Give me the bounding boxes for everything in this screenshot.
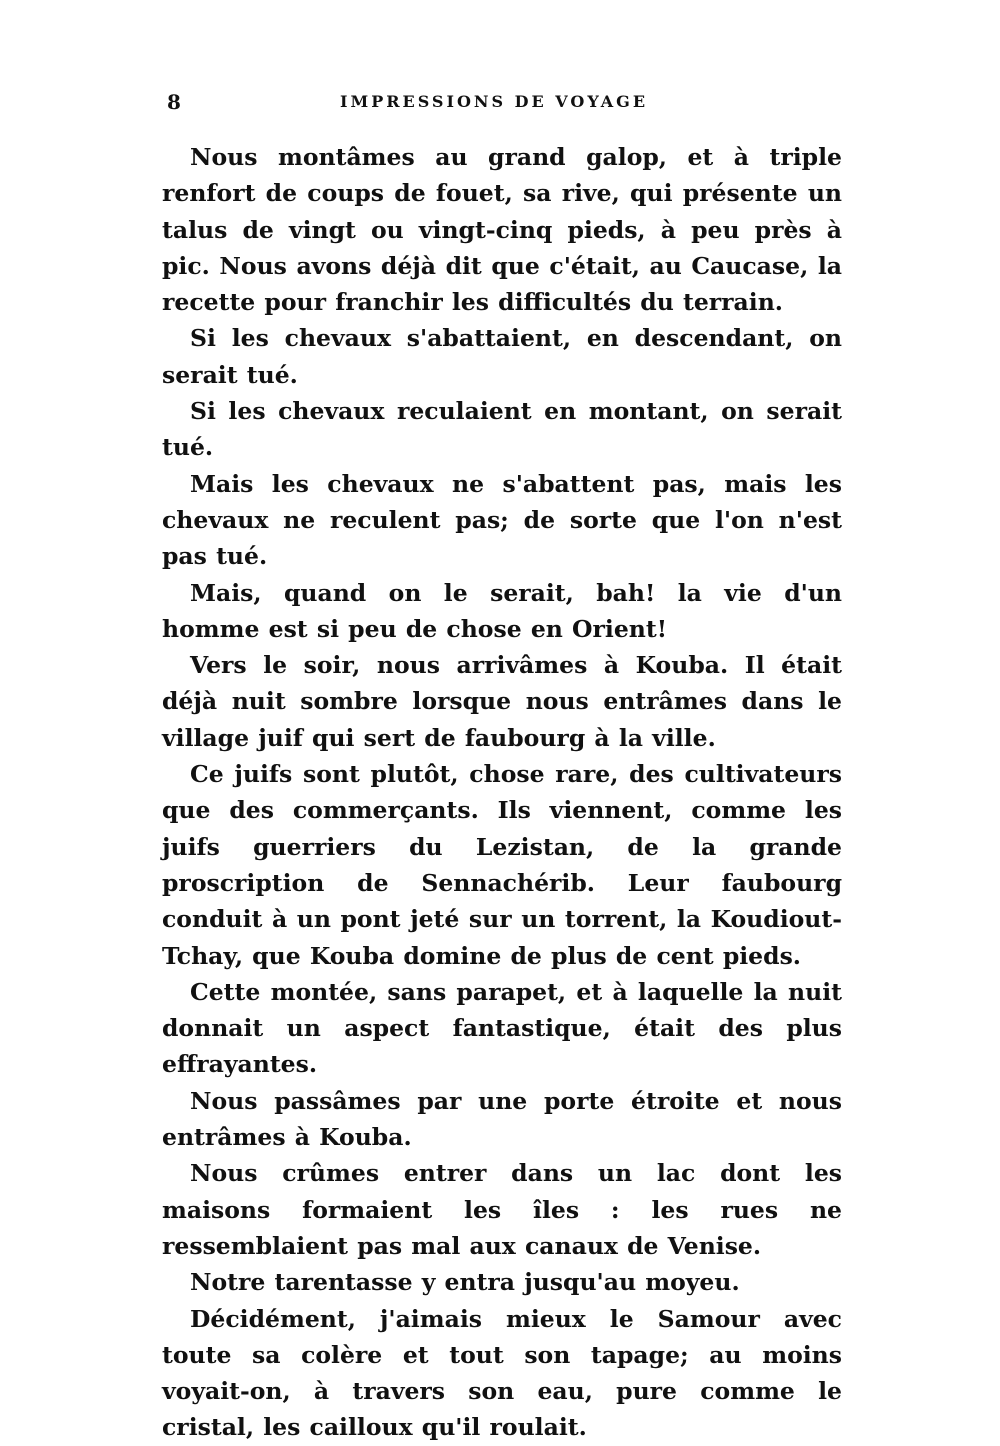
paragraph: Mais, quand on le serait, bah! la vie d'un homme est si peu de chose en Orient!	[162, 578, 842, 643]
page-number: 8	[167, 90, 182, 114]
page-header	[163, 90, 843, 120]
body-text	[162, 139, 842, 1446]
paragraph: Nous montâmes au grand galop, et à triple renfort de coups de fouet, sa rive, qui présente un talus de vingt ou vingt-cinq pieds, à peu près à pic. Nous avons déjà dit que c'était, au Caucase, la recette pour franchir les difficultés du terrain.	[162, 143, 842, 317]
paragraph: Notre tarentasse y entra jusqu'au moyeu.	[190, 1268, 740, 1297]
paragraph: Mais les chevaux ne s'abattent pas, mais les chevaux ne reculent pas; de sorte que l'on n'est pas tué.	[162, 469, 842, 571]
paragraph: Nous crûmes entrer dans un lac dont les maisons formaient les îles : les rues ne ressemblaient pas mal aux canaux de Venise.	[162, 1159, 842, 1260]
paragraph: Si les chevaux s'abattaient, en descendant, on serait tué.	[162, 324, 842, 389]
running-title: IMPRESSIONS DE VOYAGE	[340, 92, 649, 111]
paragraph: Si les chevaux reculaient en montant, on serait tué.	[162, 397, 842, 462]
paragraph: Cette montée, sans parapet, et à laquelle la nuit donnait un aspect fantastique, était des plus effrayantes.	[162, 977, 842, 1079]
paragraph: Vers le soir, nous arrivâmes à Kouba. Il était déjà nuit sombre lorsque nous entrâmes dans le village juif qui sert de faubourg à la ville.	[162, 651, 842, 752]
paragraph: Décidément, j'aimais mieux le Samour avec toute sa colère et tout son tapage; au moins voyait-on, à travers son eau, pure comme le cristal, les cailloux qu'il roulait.	[162, 1304, 842, 1442]
paragraph: Ce juifs sont plutôt, chose rare, des cultivateurs que des commerçants. Ils viennent, comme les juifs guerriers du Lezistan, de la grande proscription de Sennachérib. Leur faubourg conduit à un pont jeté sur un torrent, la Koudiout-Tchay, que Kouba domine de plus de cent pieds.	[162, 760, 842, 970]
paragraph: Nous passâmes par une porte étroite et nous entrâmes à Kouba.	[162, 1086, 842, 1152]
